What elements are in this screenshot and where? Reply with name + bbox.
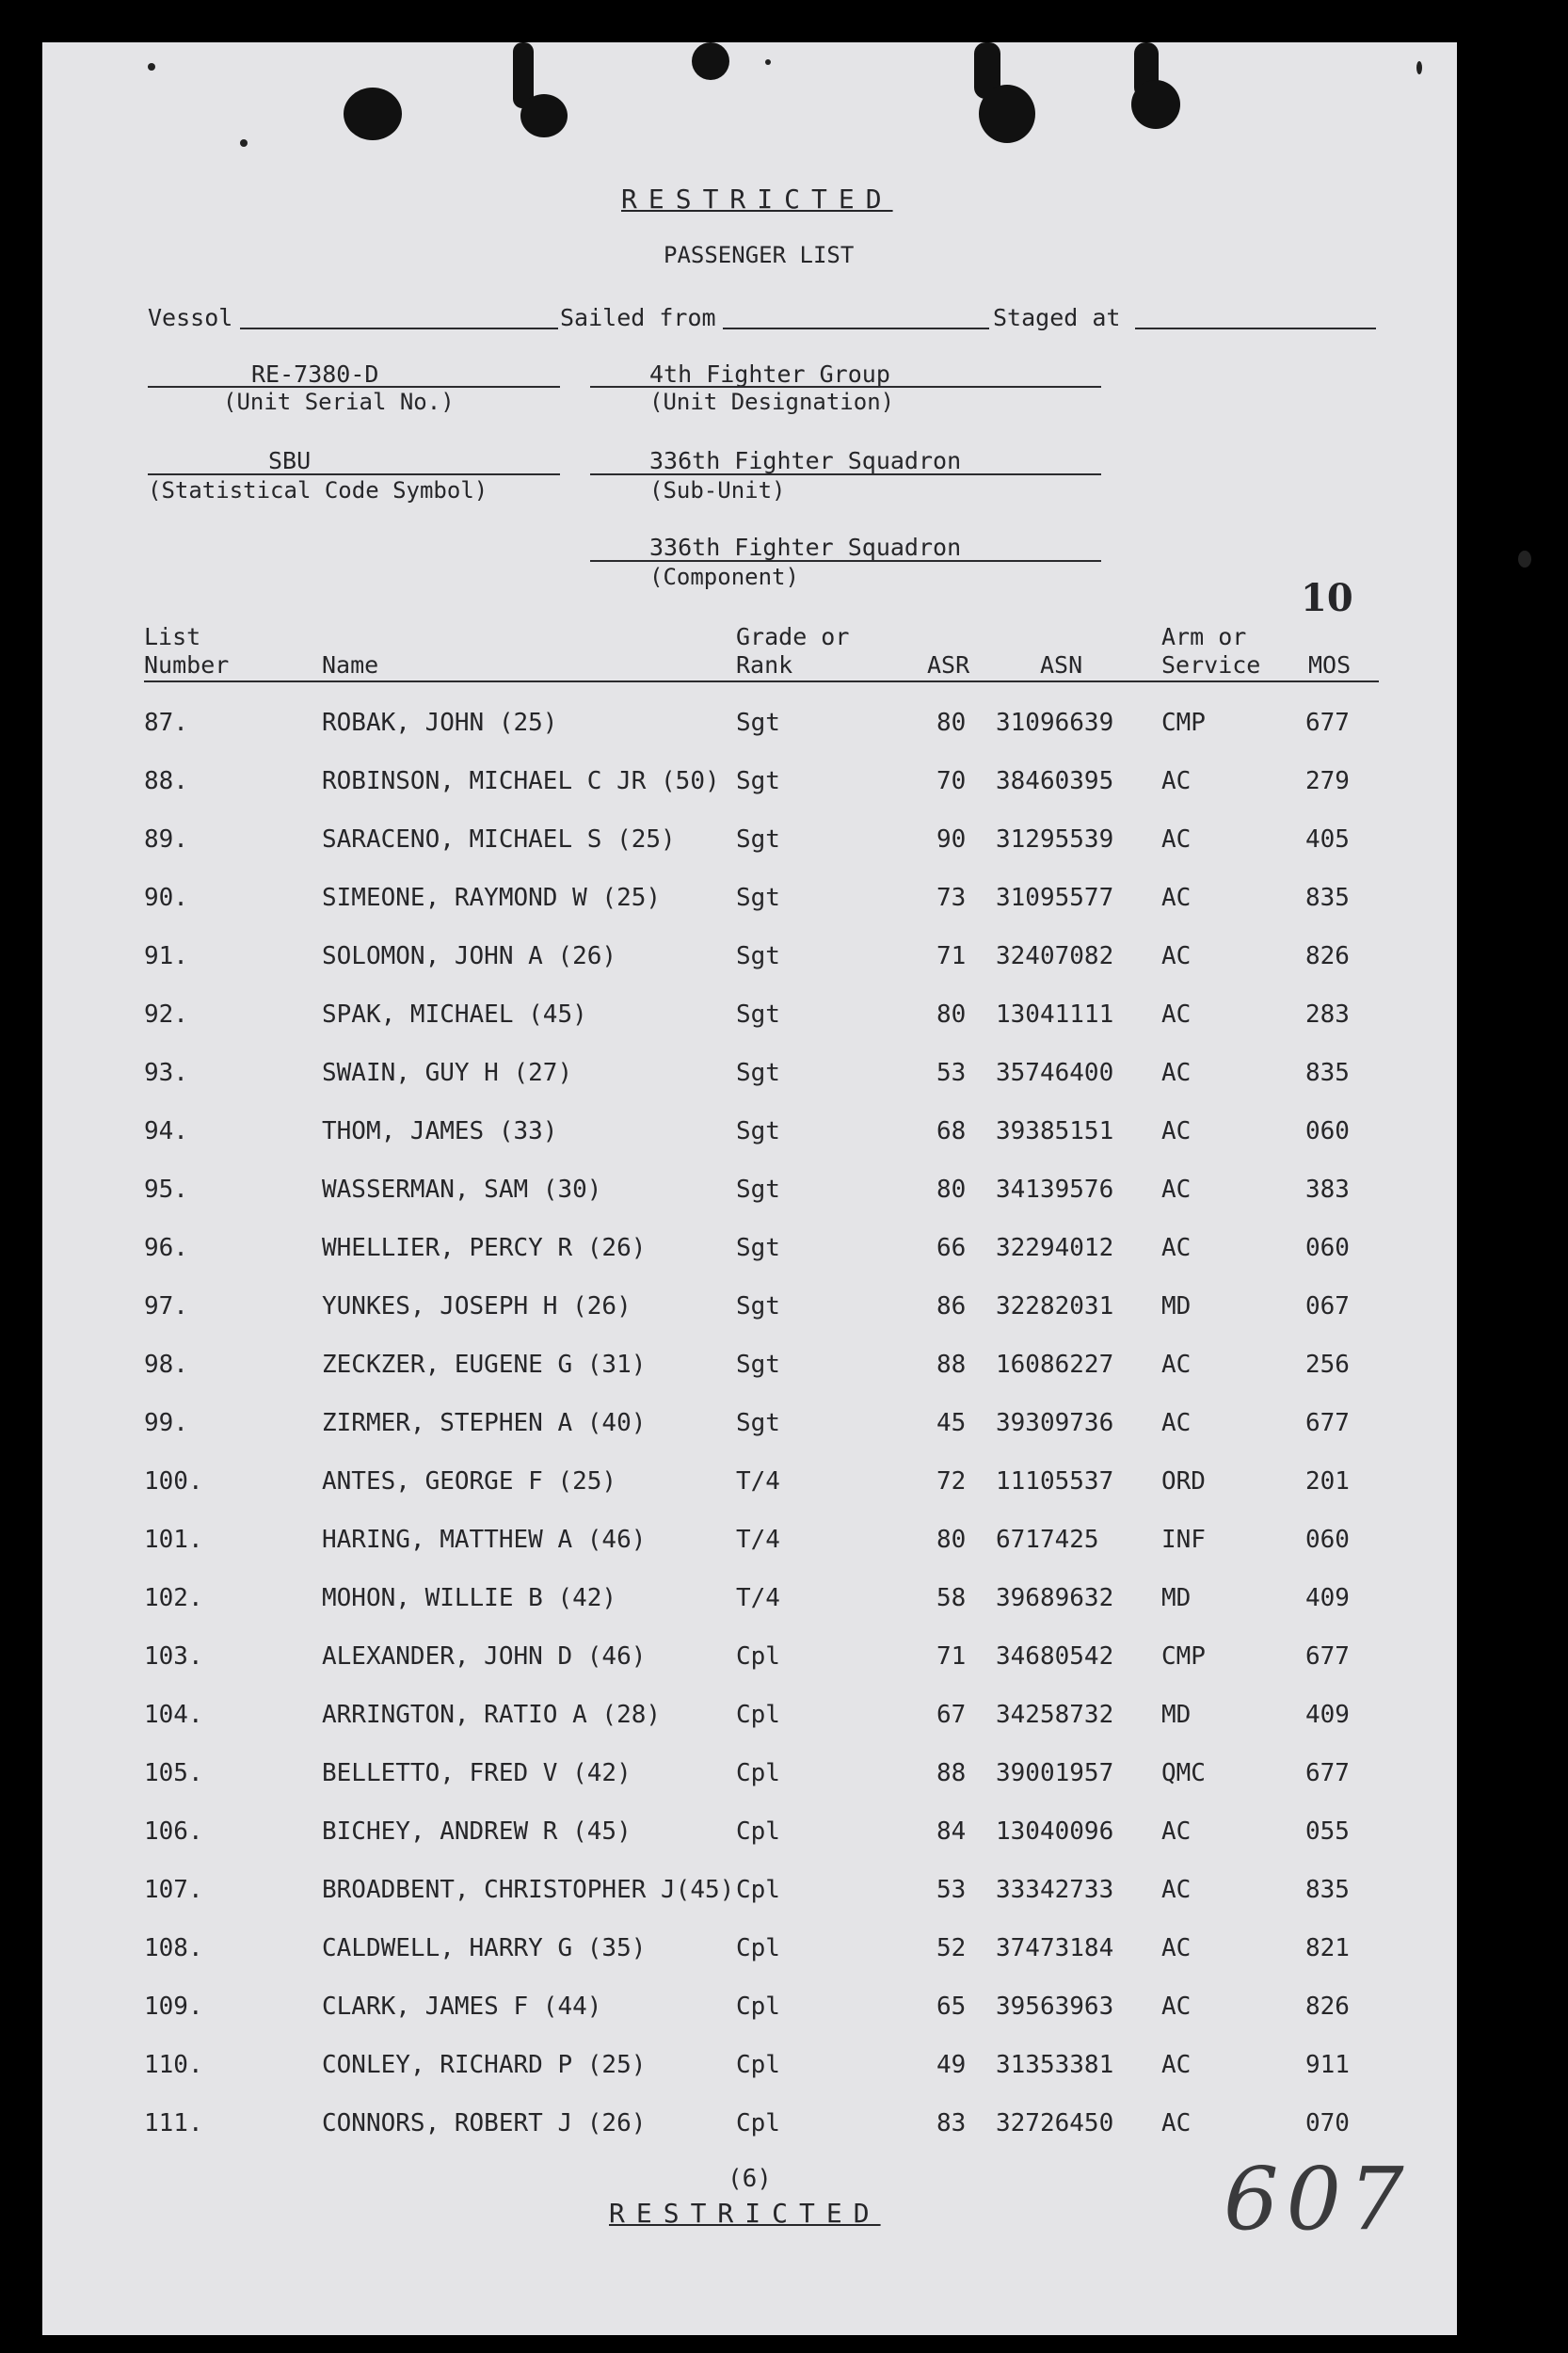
cell-asr: 52 — [936, 1934, 967, 1962]
cell-mos: 826 — [1305, 942, 1350, 970]
cell-asn: 33342733 — [996, 1876, 1114, 1904]
statistical-code: SBU — [268, 447, 312, 474]
cell-mos: 835 — [1305, 884, 1350, 912]
cell-grade: Cpl — [736, 1817, 780, 1846]
cell-mos: 256 — [1305, 1351, 1350, 1379]
col-header-grade — [736, 623, 849, 680]
col-header-asn: ASN — [1040, 651, 1083, 679]
unit-serial-caption: (Unit Serial No.) — [223, 389, 455, 415]
cell-num: 95. — [144, 1176, 188, 1204]
cell-asn: 16086227 — [996, 1351, 1114, 1379]
cell-grade: Sgt — [736, 709, 780, 737]
col-header-service: Service — [1161, 651, 1261, 679]
restricted-footer: RESTRICTED — [609, 2198, 881, 2229]
cell-mos: 835 — [1305, 1059, 1350, 1087]
cell-name: BROADBENT, CHRISTOPHER J(45) — [322, 1876, 735, 1904]
cell-grade: Cpl — [736, 2109, 780, 2137]
cell-num: 87. — [144, 709, 188, 737]
cell-arm: AC — [1161, 1876, 1192, 1904]
serial-line — [148, 386, 560, 388]
cell-num: 92. — [144, 1000, 188, 1029]
col-header-name: Name — [322, 651, 379, 679]
table-row — [42, 942, 1457, 980]
col-header-arm-or: Arm or — [1161, 623, 1247, 650]
cell-grade: Sgt — [736, 1059, 780, 1087]
cell-asr: 88 — [936, 1351, 967, 1379]
table-row — [42, 1817, 1457, 1855]
cell-grade: Sgt — [736, 1176, 780, 1204]
cell-name: CLARK, JAMES F (44) — [322, 1993, 602, 2021]
cell-asr: 65 — [936, 1993, 967, 2021]
cell-asn: 31096639 — [996, 709, 1114, 737]
cell-name: WHELLIER, PERCY R (26) — [322, 1234, 647, 1262]
cell-mos: 826 — [1305, 1993, 1350, 2021]
cell-arm: MD — [1161, 1701, 1192, 1729]
cell-name: ZECKZER, EUGENE G (31) — [322, 1351, 647, 1379]
table-row — [42, 1234, 1457, 1272]
cell-num: 99. — [144, 1409, 188, 1437]
cell-asr: 68 — [936, 1117, 967, 1145]
table-row — [42, 1701, 1457, 1738]
cell-num: 98. — [144, 1351, 188, 1379]
speck — [240, 139, 248, 147]
col-header-rank: Rank — [736, 651, 793, 679]
cell-num: 91. — [144, 942, 188, 970]
speck — [765, 59, 771, 65]
cell-arm: QMC — [1161, 1759, 1206, 1787]
cell-num: 108. — [144, 1934, 203, 1962]
cell-asn: 13040096 — [996, 1817, 1114, 1846]
code-line — [148, 473, 560, 475]
cell-asr: 80 — [936, 709, 967, 737]
cell-asr: 84 — [936, 1817, 967, 1846]
table-row — [42, 767, 1457, 805]
cell-num: 107. — [144, 1876, 203, 1904]
cell-mos: 911 — [1305, 2051, 1350, 2079]
cell-mos: 279 — [1305, 767, 1350, 795]
cell-num: 111. — [144, 2109, 203, 2137]
punch-hole — [979, 85, 1035, 143]
table-row — [42, 1117, 1457, 1155]
cell-asn: 34258732 — [996, 1701, 1114, 1729]
cell-num: 90. — [144, 884, 188, 912]
col-header-grade-or: Grade or — [736, 623, 850, 650]
cell-name: ROBAK, JOHN (25) — [322, 709, 558, 737]
cell-arm: AC — [1161, 825, 1192, 854]
sailed-line — [723, 328, 989, 329]
cell-grade: Sgt — [736, 942, 780, 970]
cell-num: 109. — [144, 1993, 203, 2021]
passenger-list-sheet — [42, 42, 1457, 2335]
table-row — [42, 1351, 1457, 1388]
cell-asr: 88 — [936, 1759, 967, 1787]
cell-arm: CMP — [1161, 709, 1206, 737]
cell-asr: 90 — [936, 825, 967, 854]
cell-asn: 31295539 — [996, 825, 1114, 854]
cell-num: 89. — [144, 825, 188, 854]
cell-mos: 409 — [1305, 1584, 1350, 1612]
cell-num: 110. — [144, 2051, 203, 2079]
cell-name: MOHON, WILLIE B (42) — [322, 1584, 617, 1612]
cell-asn: 39563963 — [996, 1993, 1114, 2021]
cell-asn: 34139576 — [996, 1176, 1114, 1204]
cell-name: YUNKES, JOSEPH H (26) — [322, 1292, 632, 1321]
cell-asn: 31095577 — [996, 884, 1114, 912]
table-row — [42, 1642, 1457, 1680]
col-header-number: Number — [144, 651, 230, 679]
restricted-header: RESTRICTED — [621, 184, 893, 215]
sub-unit-caption: (Sub-Unit) — [649, 477, 786, 504]
cell-asr: 66 — [936, 1234, 967, 1262]
cell-asn: 6717425 — [996, 1526, 1099, 1554]
cell-arm: AC — [1161, 1351, 1192, 1379]
component-line — [590, 560, 1101, 562]
cell-grade: Sgt — [736, 1351, 780, 1379]
cell-grade: Cpl — [736, 1993, 780, 2021]
cell-grade: T/4 — [736, 1584, 780, 1612]
punch-hole — [692, 42, 729, 80]
cell-asn: 37473184 — [996, 1934, 1114, 1962]
punch-hole — [1131, 80, 1180, 129]
cell-asn: 34680542 — [996, 1642, 1114, 1671]
header-rule — [144, 680, 1379, 682]
cell-mos: 060 — [1305, 1117, 1350, 1145]
cell-grade: Cpl — [736, 1876, 780, 1904]
cell-asn: 32282031 — [996, 1292, 1114, 1321]
cell-mos: 405 — [1305, 825, 1350, 854]
punch-hole — [344, 88, 402, 140]
cell-asr: 80 — [936, 1000, 967, 1029]
staged-line — [1135, 328, 1376, 329]
cell-mos: 067 — [1305, 1292, 1350, 1321]
cell-grade: Cpl — [736, 1642, 780, 1671]
handwritten-page-number: 607 — [1224, 2149, 1412, 2249]
cell-asr: 86 — [936, 1292, 967, 1321]
table-row — [42, 1526, 1457, 1563]
cell-arm: AC — [1161, 1234, 1192, 1262]
cell-asn: 32407082 — [996, 942, 1114, 970]
cell-mos: 677 — [1305, 1409, 1350, 1437]
cell-name: ALEXANDER, JOHN D (46) — [322, 1642, 647, 1671]
col-header-list-number — [144, 623, 229, 680]
cell-arm: AC — [1161, 1059, 1192, 1087]
cell-mos: 835 — [1305, 1876, 1350, 1904]
cell-grade: Sgt — [736, 767, 780, 795]
cell-num: 105. — [144, 1759, 203, 1787]
cell-arm: AC — [1161, 2109, 1192, 2137]
cell-arm: AC — [1161, 1817, 1192, 1846]
vessel-line — [240, 328, 558, 329]
col-header-mos: MOS — [1308, 651, 1352, 679]
statistical-code-caption: (Statistical Code Symbol) — [148, 477, 488, 504]
cell-name: ZIRMER, STEPHEN A (40) — [322, 1409, 647, 1437]
cell-grade: T/4 — [736, 1467, 780, 1496]
cell-name: ANTES, GEORGE F (25) — [322, 1467, 617, 1496]
sub-unit-line — [590, 473, 1101, 475]
table-row — [42, 1292, 1457, 1330]
cell-name: ARRINGTON, RATIO A (28) — [322, 1701, 662, 1729]
cell-asr: 70 — [936, 767, 967, 795]
cell-asn: 39309736 — [996, 1409, 1114, 1437]
cell-name: SPAK, MICHAEL (45) — [322, 1000, 587, 1029]
cell-asn: 32726450 — [996, 2109, 1114, 2137]
cell-mos: 821 — [1305, 1934, 1350, 1962]
cell-num: 104. — [144, 1701, 203, 1729]
cell-asr: 45 — [936, 1409, 967, 1437]
punch-hole — [520, 94, 568, 137]
cell-mos: 677 — [1305, 1759, 1350, 1787]
cell-name: SARACENO, MICHAEL S (25) — [322, 825, 676, 854]
page-number: (6) — [728, 2165, 772, 2193]
cell-mos: 283 — [1305, 1000, 1350, 1029]
cell-asr: 53 — [936, 1059, 967, 1087]
cell-asn: 11105537 — [996, 1467, 1114, 1496]
cell-asr: 72 — [936, 1467, 967, 1496]
cell-grade: Cpl — [736, 1934, 780, 1962]
cell-num: 97. — [144, 1292, 188, 1321]
col-header-list: List — [144, 623, 201, 650]
cell-name: HARING, MATTHEW A (46) — [322, 1526, 647, 1554]
cell-arm: AC — [1161, 767, 1192, 795]
cell-grade: Cpl — [736, 1759, 780, 1787]
cell-name: WASSERMAN, SAM (30) — [322, 1176, 602, 1204]
sailed-label: Sailed from — [560, 304, 716, 331]
table-row — [42, 1934, 1457, 1972]
unit-designation: 4th Fighter Group — [649, 360, 890, 388]
unit-designation-caption: (Unit Designation) — [649, 389, 895, 415]
cell-grade: Sgt — [736, 1000, 780, 1029]
table-row — [42, 1000, 1457, 1038]
cell-grade: Sgt — [736, 825, 780, 854]
cell-name: ROBINSON, MICHAEL C JR (50) — [322, 767, 720, 795]
cell-mos: 409 — [1305, 1701, 1350, 1729]
vessel-label: Vessol — [148, 304, 233, 331]
cell-asn: 35746400 — [996, 1059, 1114, 1087]
col-header-asr: ASR — [927, 651, 970, 679]
cell-arm: ORD — [1161, 1467, 1206, 1496]
cell-num: 93. — [144, 1059, 188, 1087]
cell-grade: Sgt — [736, 884, 780, 912]
cell-asr: 71 — [936, 942, 967, 970]
cell-arm: AC — [1161, 1409, 1192, 1437]
table-row — [42, 884, 1457, 921]
cell-asr: 58 — [936, 1584, 967, 1612]
cell-name: BELLETTO, FRED V (42) — [322, 1759, 632, 1787]
component-caption: (Component) — [649, 564, 799, 590]
cell-asn: 39689632 — [996, 1584, 1114, 1612]
cell-grade: Sgt — [736, 1292, 780, 1321]
cell-mos: 060 — [1305, 1234, 1350, 1262]
sub-unit: 336th Fighter Squadron — [649, 447, 962, 474]
cell-arm: AC — [1161, 884, 1192, 912]
cell-name: CONLEY, RICHARD P (25) — [322, 2051, 647, 2079]
cell-name: CALDWELL, HARRY G (35) — [322, 1934, 647, 1962]
cell-arm: MD — [1161, 1292, 1192, 1321]
cell-asr: 49 — [936, 2051, 967, 2079]
cell-asr: 80 — [936, 1526, 967, 1554]
cell-asr: 67 — [936, 1701, 967, 1729]
cell-asr: 53 — [936, 1876, 967, 1904]
cell-asr: 80 — [936, 1176, 967, 1204]
table-row — [42, 1759, 1457, 1797]
cell-name: SWAIN, GUY H (27) — [322, 1059, 573, 1087]
cell-arm: AC — [1161, 1000, 1192, 1029]
cell-arm: AC — [1161, 1117, 1192, 1145]
cell-asn: 39001957 — [996, 1759, 1114, 1787]
cell-arm: AC — [1161, 2051, 1192, 2079]
cell-asr: 71 — [936, 1642, 967, 1671]
table-row — [42, 1584, 1457, 1622]
table-row — [42, 1467, 1457, 1505]
cell-name: THOM, JAMES (33) — [322, 1117, 558, 1145]
cell-num: 102. — [144, 1584, 203, 1612]
cell-asn: 13041111 — [996, 1000, 1114, 1029]
cell-mos: 070 — [1305, 2109, 1350, 2137]
cell-grade: Sgt — [736, 1409, 780, 1437]
cell-arm: AC — [1161, 942, 1192, 970]
table-row — [42, 1876, 1457, 1913]
cell-arm: INF — [1161, 1526, 1206, 1554]
cell-arm: MD — [1161, 1584, 1192, 1612]
cell-num: 103. — [144, 1642, 203, 1671]
cell-arm: AC — [1161, 1934, 1192, 1962]
cell-grade: Cpl — [736, 1701, 780, 1729]
cell-name: CONNORS, ROBERT J (26) — [322, 2109, 647, 2137]
cell-grade: T/4 — [736, 1526, 780, 1554]
cell-mos: 383 — [1305, 1176, 1350, 1204]
handwritten-number: 10 — [1301, 576, 1353, 620]
cell-asr: 73 — [936, 884, 967, 912]
cell-asr: 83 — [936, 2109, 967, 2137]
staged-label: Staged at — [993, 304, 1121, 331]
cell-arm: AC — [1161, 1993, 1192, 2021]
speck — [148, 63, 155, 71]
table-row — [42, 709, 1457, 746]
cell-grade: Sgt — [736, 1117, 780, 1145]
cell-asn: 38460395 — [996, 767, 1114, 795]
cell-mos: 201 — [1305, 1467, 1350, 1496]
cell-num: 101. — [144, 1526, 203, 1554]
cell-num: 106. — [144, 1817, 203, 1846]
cell-arm: AC — [1161, 1176, 1192, 1204]
cell-num: 94. — [144, 1117, 188, 1145]
table-row — [42, 2051, 1457, 2089]
cell-num: 100. — [144, 1467, 203, 1496]
cell-name: SOLOMON, JOHN A (26) — [322, 942, 617, 970]
speck — [1416, 61, 1422, 74]
table-row — [42, 1993, 1457, 2030]
component: 336th Fighter Squadron — [649, 534, 962, 561]
cell-name: BICHEY, ANDREW R (45) — [322, 1817, 632, 1846]
table-row — [42, 2109, 1457, 2147]
cell-num: 96. — [144, 1234, 188, 1262]
table-row — [42, 1059, 1457, 1096]
table-row — [42, 1409, 1457, 1447]
cell-mos: 060 — [1305, 1526, 1350, 1554]
table-row — [42, 825, 1457, 863]
table-row — [42, 1176, 1457, 1213]
cell-arm: CMP — [1161, 1642, 1206, 1671]
document-title: PASSENGER LIST — [664, 242, 855, 268]
cell-grade: Sgt — [736, 1234, 780, 1262]
cell-grade: Cpl — [736, 2051, 780, 2079]
cell-asn: 39385151 — [996, 1117, 1114, 1145]
cell-asn: 31353381 — [996, 2051, 1114, 2079]
unit-serial-no: RE-7380-D — [251, 360, 379, 388]
col-header-arm — [1161, 623, 1260, 680]
cell-name: SIMEONE, RAYMOND W (25) — [322, 884, 662, 912]
cell-num: 88. — [144, 767, 188, 795]
cell-mos: 677 — [1305, 709, 1350, 737]
cell-asn: 32294012 — [996, 1234, 1114, 1262]
cell-mos: 677 — [1305, 1642, 1350, 1671]
speck — [1518, 551, 1531, 568]
designation-line — [590, 386, 1101, 388]
cell-mos: 055 — [1305, 1817, 1350, 1846]
